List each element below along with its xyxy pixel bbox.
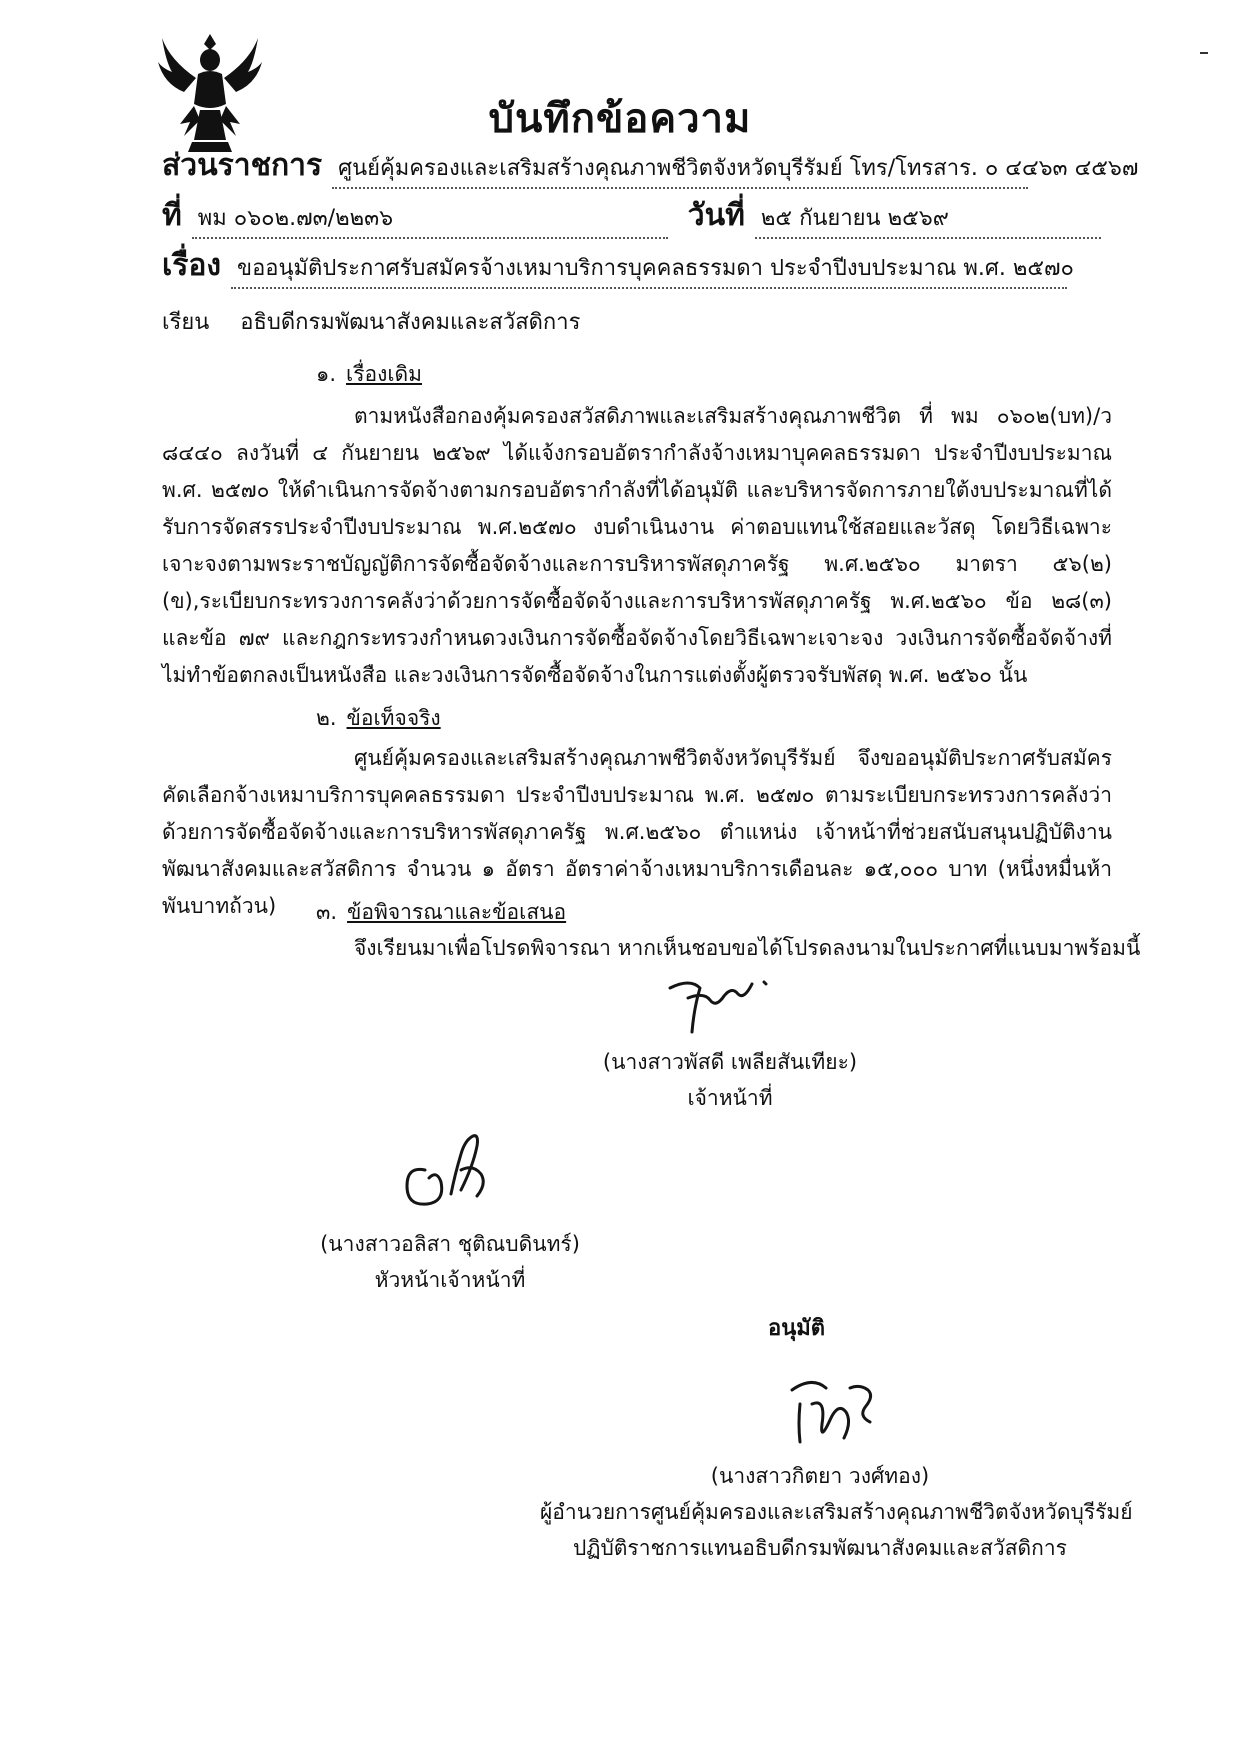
subject-label: เรื่อง	[162, 248, 222, 283]
closing-statement: จึงเรียนมาเพื่อโปรดพิจารณา หากเห็นชอบขอได้โปรดลงนามในประกาศที่แนบมาพร้อมนี้	[354, 936, 1141, 960]
signatory-position: ผู้อำนวยการศูนย์คุ้มครองและเสริมสร้างคุณภาพชีวิตจังหวัดบุรีรัมย์	[540, 1500, 1133, 1524]
date-value: ๒๕ กันยายน ๒๕๖๙	[755, 200, 1101, 239]
section-number: ๓.	[316, 900, 338, 924]
section-title: ข้อเท็จจริง	[346, 706, 441, 730]
section-number: ๒.	[316, 706, 337, 730]
reference-value: พม ๐๖๐๒.๗๓/๒๒๓๖	[192, 200, 668, 239]
signatory-3	[540, 1458, 1133, 1566]
reference-label: ที่	[162, 198, 182, 233]
section-number: ๑.	[316, 362, 337, 386]
signatory-name: (นางสาวอลิสา ชุติณบดินทร์)	[320, 1232, 580, 1256]
signatory-name: (นางสาวพัสดี เพลียสันเทียะ)	[602, 1050, 858, 1074]
signatory-1	[560, 1044, 900, 1116]
subject-row	[162, 242, 1074, 289]
signature-3-icon	[778, 1370, 888, 1454]
reference-row	[162, 192, 1101, 239]
addressee-label: เรียน	[162, 310, 210, 335]
scan-mark	[1200, 52, 1208, 54]
signature-2-icon	[395, 1130, 505, 1220]
agency-value: ศูนย์คุ้มครองและเสริมสร้างคุณภาพชีวิตจังหวัดบุรีรัมย์ โทร/โทรสาร. ๐ ๔๔๖๓ ๔๕๖๗	[332, 150, 1028, 189]
agency-row	[162, 142, 1139, 189]
section-1-heading	[316, 358, 422, 391]
section-2-body: ศูนย์คุ้มครองและเสริมสร้างคุณภาพชีวิตจังหวัดบุรีรัมย์ จึงขออนุมัติประกาศรับสมัครคัดเลือกจ้างเหมาบริการบุคคลธรรมดา ประจำปีงบประมาณ พ.ศ. ๒๕๗๐ ตามระเบียบกระทรวงการคลังว่าด้วยการจัดซื้อจัดจ้างและการบริหารพัสดุภาครัฐ พ.ศ.๒๕๖๐ ตำแหน่ง เจ้าหน้าที่ช่วยสนับสนุนปฏิบัติงานพัฒนาสังคมและสวัสดิการ จำนวน ๑ อัตรา อัตราค่าจ้างเหมาบริการเดือนละ ๑๕,๐๐๐ บาท (หนึ่งหมื่นห้าพันบาทถ้วน)	[162, 746, 1112, 918]
section-title: เรื่องเดิม	[346, 362, 422, 386]
section-3-heading	[316, 896, 566, 929]
section-1-body: ตามหนังสือกองคุ้มครองสวัสดิภาพและเสริมสร้างคุณภาพชีวิต ที่ พม ๐๖๐๒(บท)/ว ๘๔๔๐ ลงวันที่ ๔ กันยายน ๒๕๖๙ ได้แจ้งกรอบอัตรากำลังจ้างเหมาบุคคลธรรมดา ประจำปีงบประมาณ พ.ศ. ๒๕๗๐ ให้ดำเนินการจัดจ้างตามกรอบอัตรากำลังที่ได้อนุมัติ และบริหารจัดการภายใต้งบประมาณที่ได้รับการจัดสรรประจำปีงบประมาณ พ.ศ.๒๕๗๐ งบดำเนินงาน ค่าตอบแทนใช้สอยและวัสดุ โดยวิธีเฉพาะเจาะจงตามพระราชบัญญัติการจัดซื้อจัดจ้างและการบริหารพัสดุภาครัฐ พ.ศ.๒๕๖๐ มาตรา ๕๖(๒)(ข),ระเบียบกระทรวงการคลังว่าด้วยการจัดซื้อจัดจ้างและการบริหารพัสดุภาครัฐ พ.ศ.๒๕๖๐ ข้อ ๒๘(๓) และข้อ ๗๙ และกฎกระทรวงกำหนดวงเงินการจัดซื้อจัดจ้างโดยวิธีเฉพาะเจาะจง วงเงินการจัดซื้อจัดจ้างที่ไม่ทำข้อตกลงเป็นหนังสือ และวงเงินการจัดซื้อจัดจ้างในการแต่งตั้งผู้ตรวจรับพัสดุ พ.ศ. ๒๕๖๐ นั้น	[162, 404, 1112, 687]
agency-label: ส่วนราชการ	[162, 148, 323, 183]
section-title: ข้อพิจารณาและข้อเสนอ	[347, 900, 567, 924]
signatory-position: เจ้าหน้าที่	[687, 1086, 773, 1110]
approval-label: อนุมัติ	[768, 1316, 826, 1341]
subject-value: ขออนุมัติประกาศรับสมัครจ้างเหมาบริการบุคคลธรรมดา ประจำปีงบประมาณ พ.ศ. ๒๕๗๐	[231, 250, 1067, 289]
date-label: วันที่	[687, 198, 745, 233]
signatory-2	[300, 1226, 600, 1298]
memo-title: บันทึกข้อความ	[488, 96, 752, 142]
signatory-position-line2: ปฏิบัติราชการแทนอธิบดีกรมพัฒนาสังคมและสวัสดิการ	[573, 1536, 1067, 1560]
section-2-heading	[316, 702, 441, 735]
signatory-name: (นางสาวกิตยา วงศ์ทอง)	[710, 1464, 930, 1488]
addressee-row	[162, 304, 580, 339]
addressee-value: อธิบดีกรมพัฒนาสังคมและสวัสดิการ	[240, 310, 581, 335]
signatory-position: หัวหน้าเจ้าหน้าที่	[374, 1268, 526, 1292]
signature-1-icon	[660, 968, 780, 1038]
